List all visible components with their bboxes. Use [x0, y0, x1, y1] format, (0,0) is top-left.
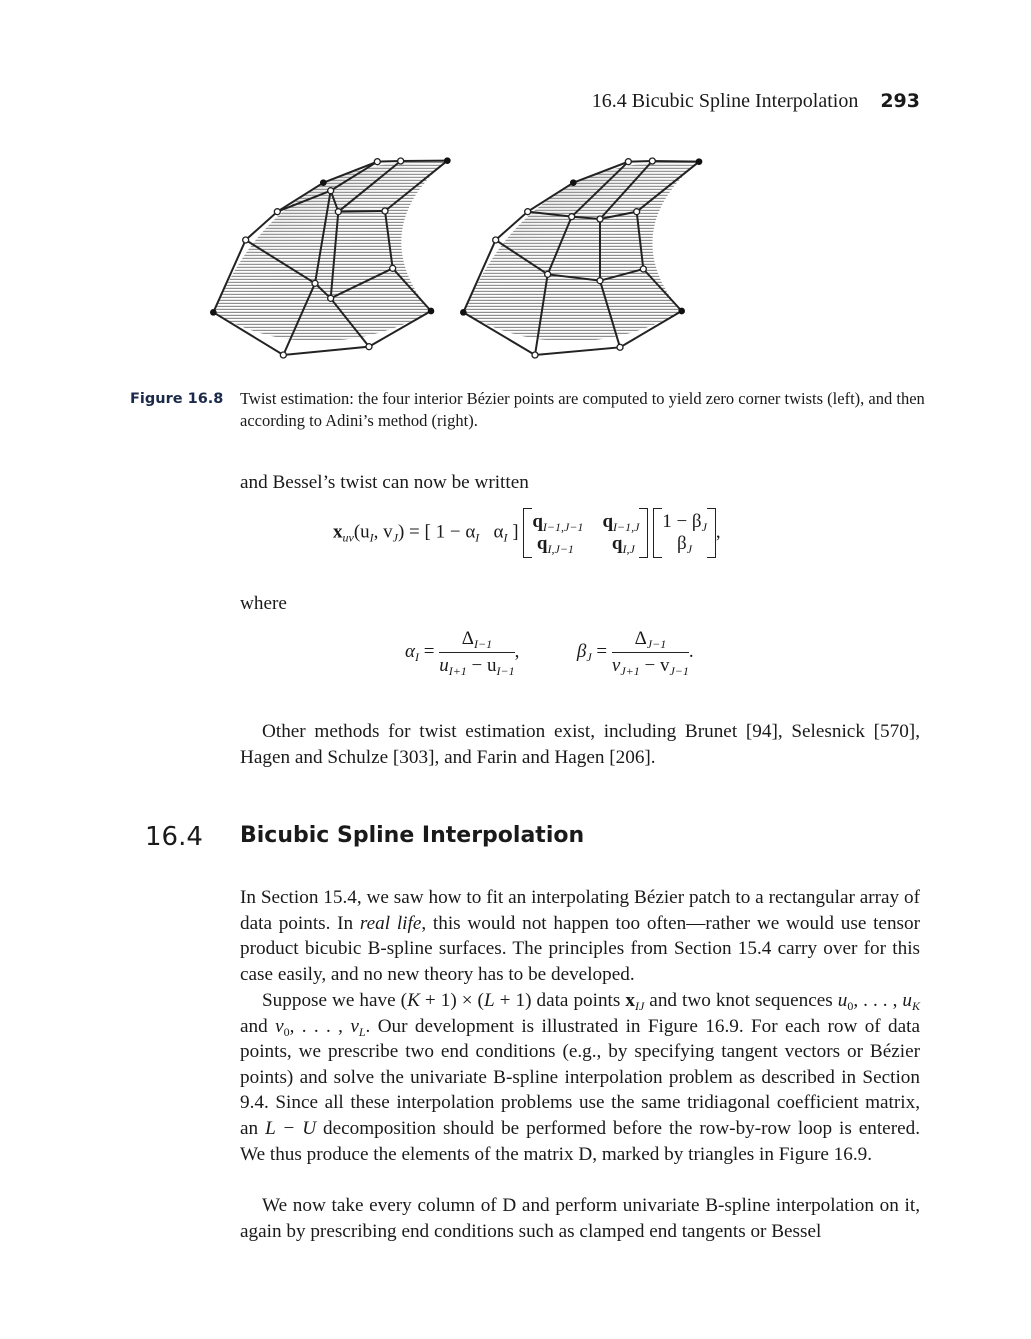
- math: ,: [514, 640, 520, 662]
- math: J: [392, 530, 398, 545]
- text: , this would not happen too often—rather we would use tensor product bicubic B-spline surfaces. The principles from Section 15.4 carry over for this case easily, and no new theory has to be developed.: [240, 912, 920, 985]
- math: − v: [639, 655, 670, 676]
- math: β: [677, 533, 687, 554]
- running-header: [520, 90, 920, 113]
- paragraph: Other methods for twist estimation exist, including Brunet [94], Selesnick [570], Hagen and Schulze [303], and Farin and Hagen [206].: [240, 721, 920, 768]
- text: Suppose we have (: [262, 990, 408, 1011]
- math: v: [275, 1015, 284, 1037]
- text: . Our development is illustrated in Figure 16.9. For each row of data points, we prescribe two end conditions (e.g., by specifying tangent vectors or Bézier points) and solve the univariate B-spline interpolation problem as described in Section 9.4. Since all these interpolation problems use the same tridiagonal coefficient matrix, an: [240, 1015, 920, 1139]
- math: Δ: [461, 628, 474, 649]
- section-title: Bicubic Spline Interpolation: [240, 823, 585, 848]
- math: I−1,J: [613, 520, 640, 534]
- math: 0: [283, 1024, 290, 1039]
- math: L − U: [265, 1117, 317, 1139]
- bracket: [523, 508, 532, 558]
- math: J: [586, 649, 592, 664]
- math: u: [837, 990, 848, 1011]
- left-patch: [210, 157, 451, 358]
- fraction: [612, 628, 689, 677]
- paragraph: [240, 885, 920, 987]
- math: J+1: [620, 664, 640, 678]
- matrix-q: [532, 511, 639, 555]
- math: IJ: [634, 999, 645, 1013]
- math: L: [358, 1024, 366, 1039]
- equation-alpha-beta: [405, 628, 694, 677]
- math: (u: [353, 521, 370, 543]
- text: and: [240, 1015, 276, 1037]
- surface-shading: [463, 162, 699, 342]
- math: I−1,J−1: [542, 520, 584, 534]
- text: decomposition should be performed before the row-by-row loop is entered. We thus produce the elements of the matrix D, marked by triangles in Figure 16.9.: [240, 1117, 920, 1165]
- math: 1 − β: [662, 511, 702, 532]
- math: K: [407, 990, 420, 1011]
- math: α: [488, 521, 504, 543]
- math: I: [503, 530, 508, 545]
- math: I+1: [448, 664, 467, 678]
- math: v: [350, 1015, 359, 1037]
- math: .: [688, 640, 694, 662]
- math: x: [625, 990, 635, 1011]
- math: α: [405, 640, 415, 662]
- math: J−1: [646, 637, 667, 651]
- paragraph: where: [240, 593, 287, 614]
- math: I: [475, 530, 480, 545]
- math: , . . . ,: [853, 990, 903, 1011]
- caption-text: Twist estimation: the four interior Bézier points are computed to yield zero corner twists (left), and then according to Adini’s method (right).: [240, 389, 925, 430]
- text: + 1) × (: [419, 990, 484, 1011]
- math: I−1: [496, 664, 515, 678]
- text: + 1) data points: [494, 990, 626, 1011]
- text: In Section 15.4, we saw how to fit an interpolating Bézier patch to a rectangular array of data points. In: [240, 887, 920, 934]
- math: − u: [466, 655, 497, 676]
- bracket: [707, 508, 716, 558]
- math: q: [611, 533, 623, 554]
- math: ,: [715, 521, 721, 543]
- math: J: [701, 520, 707, 534]
- math: u: [902, 990, 912, 1011]
- math: =: [591, 640, 612, 662]
- math: x: [333, 521, 343, 543]
- math: I−1: [473, 637, 493, 651]
- paragraph: and Bessel’s twist can now be written: [240, 472, 529, 493]
- math: β: [576, 640, 587, 662]
- math: q: [532, 511, 543, 532]
- math: ) = [ 1 − α: [397, 521, 476, 543]
- fraction: [439, 628, 514, 677]
- paragraph: [240, 988, 920, 1167]
- running-title: 16.4 Bicubic Spline Interpolation: [591, 90, 859, 112]
- text: real life: [359, 912, 422, 934]
- section-number: 16.4: [145, 822, 203, 852]
- math: I: [369, 530, 374, 545]
- math: 0: [847, 999, 854, 1013]
- math: I: [414, 649, 419, 664]
- math: q: [536, 533, 548, 554]
- page-number: 293: [880, 90, 920, 112]
- math: , v: [373, 521, 393, 543]
- right-patch: [460, 158, 702, 358]
- math: K: [912, 999, 921, 1013]
- bracket: [653, 508, 662, 558]
- math: J−1: [669, 664, 689, 678]
- math: L: [483, 990, 495, 1011]
- vector-beta: [662, 511, 707, 555]
- math: =: [418, 640, 440, 662]
- bracket: [639, 508, 648, 558]
- math: J: [686, 542, 693, 556]
- figure-twist-estimation: [200, 140, 950, 370]
- math: v: [611, 655, 621, 676]
- math: ]: [507, 521, 519, 543]
- figure-label: Figure 16.8: [130, 391, 224, 407]
- math: q: [602, 511, 614, 532]
- math: , . . . ,: [289, 1015, 351, 1037]
- section-heading: [145, 822, 585, 852]
- paragraph: We now take every column of D and perform univariate B-spline interpolation on it, again by prescribing end conditions such as clamped end tangents or Bessel: [240, 1195, 920, 1242]
- math: uv: [342, 530, 354, 545]
- math: u: [439, 655, 449, 676]
- equation-bessel-twist: [333, 508, 721, 558]
- math: I,J−1: [547, 542, 574, 556]
- text: and two knot sequences: [644, 990, 838, 1011]
- math: Δ: [634, 628, 647, 649]
- figure-caption: [130, 388, 925, 432]
- math: I,J: [622, 542, 635, 556]
